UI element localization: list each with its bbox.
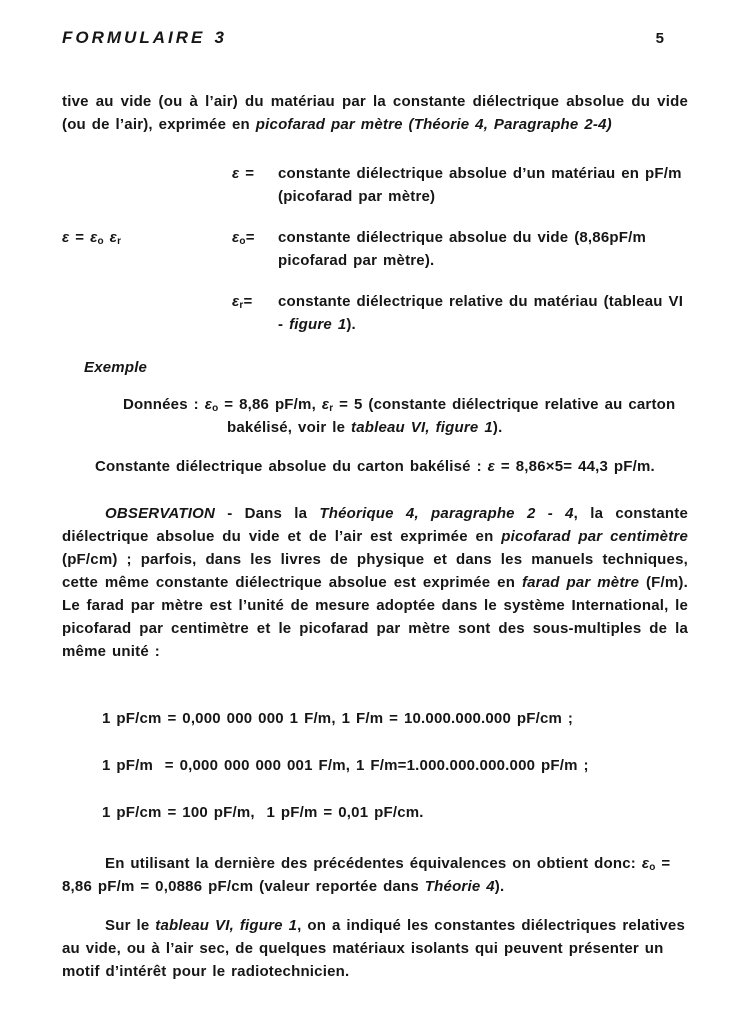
definition-symbol-epsilon: ε =: [232, 165, 255, 182]
definition-symbol-epsilon-o: $\varepsilon_o=$: [232, 229, 255, 247]
definition-text-epsilon-o: constante diélectrique absolue du vide (8,86pF/m picofarad par mètre).: [278, 229, 647, 269]
definition-epsilon-o: [232, 226, 688, 272]
definitions-block: [62, 162, 688, 336]
observation-paragraph: OBSERVATION - Dans la Théorique 4, paragraphe 2 - 4, la constante diélectrique absolue du vide et de l’air est exprimée en picofarad par centimètre (pF/cm) ; parfois, dans les livres de physique et dans les manuels techniques, cette même constante diélectrique absolue est exprimée en farad par mètre (F/m). Le farad par mètre est l’unité de mesure adoptée dans le système International, le picofarad par centimètre et le picofarad par mètre sont des sous-multiples de la même unité :: [62, 505, 688, 660]
example-result-paragraph: Constante diélectrique absolue du carton bakélisé : ε = 8,86×5= 44,3 pF/m.: [95, 458, 655, 475]
example-heading: Exemple: [84, 359, 148, 376]
equivalence-line-3: 1 pF/cm = 100 pF/m, 1 pF/m = 0,01 pF/cm.: [102, 804, 424, 821]
equivalence-line-1: 1 pF/cm = 0,000 000 000 1 F/m, 1 F/m = 10.000.000.000 pF/cm ;: [102, 710, 574, 727]
closing-paragraph-1: En utilisant la dernière des précédentes équivalences on obtient donc: $\varepsilon_o = 8,86$ pF/m = 0,0886 pF/cm (valeur reportée dans Théorie 4).: [62, 855, 671, 895]
definition-epsilon: [232, 162, 688, 208]
intro-paragraph: tive au vide (ou à l’air) du matériau par la constante diélectrique absolue du vide (ou de l’air), exprimée en picofarad par mètre (Théorie 4, Paragraphe 2-4): [62, 93, 688, 133]
page-number: 5: [655, 30, 664, 47]
closing-paragraph-2: Sur le tableau VI, figure 1, on a indiqué les constantes diélectriques relatives au vide, ou à l’air sec, de quelques matériaux isolants qui peuvent présenter un motif d’intérêt pour le radiotechnicien.: [62, 917, 686, 980]
definition-text-epsilon-r: constante diélectrique relative du matériau (tableau VI - figure 1).: [278, 293, 684, 333]
page-title: FORMULAIRE 3: [62, 28, 227, 47]
example-data-paragraph: Données : $\varepsilon_o = 8,86$ pF/m, $\varepsilon_r = 5$ (constante diélectrique relative au carton bakélisé, voir le tableau VI, figure 1).: [123, 396, 676, 436]
definition-epsilon-r: [232, 290, 688, 336]
equivalences-block: [102, 707, 688, 824]
definition-symbol-epsilon-r: $\varepsilon_r=$: [232, 293, 253, 311]
equivalence-line-2: 1 pF/m = 0,000 000 000 001 F/m, 1 F/m=1.000.000.000.000 pF/m ;: [102, 757, 589, 774]
epsilon-formula: $\varepsilon = \varepsilon_o$ $\varepsilon_r$: [62, 229, 122, 247]
page-header: [62, 26, 688, 50]
definition-text-epsilon: constante diélectrique absolue d’un matériau en pF/m (picofarad par mètre): [278, 165, 682, 205]
